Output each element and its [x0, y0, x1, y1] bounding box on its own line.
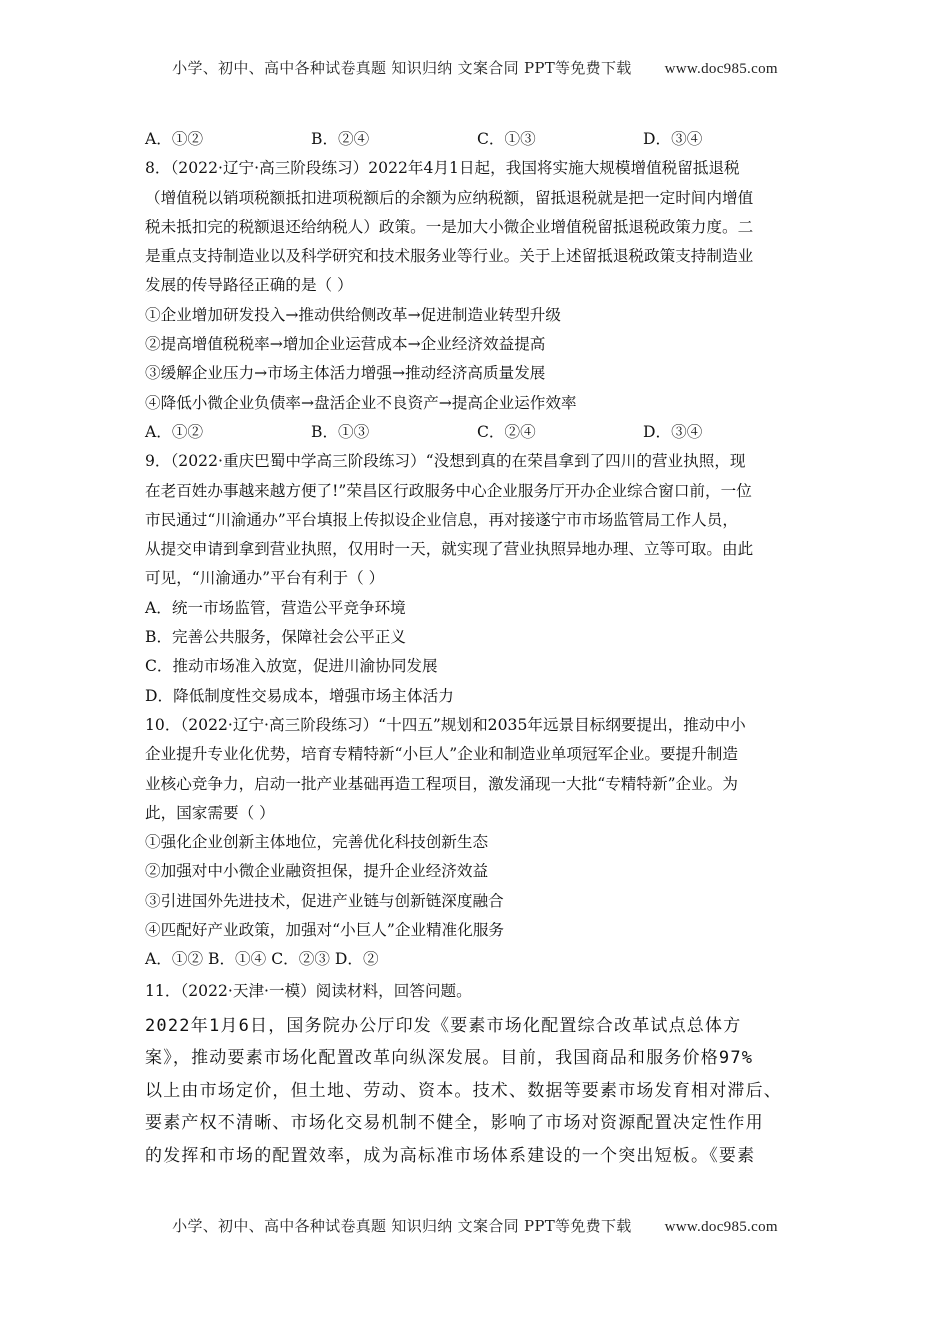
q11-material-line: 的发挥和市场的配置效率，成为高标准市场体系建设的一个突出短板。《要素 [145, 1145, 756, 1166]
q7-option-a[interactable]: A．①② [145, 130, 204, 148]
q11-material-line: 要素产权不清晰、市场化交易机制不健全，影响了市场对资源配置决定性作用 [145, 1113, 764, 1134]
q9-option-b[interactable]: B．完善公共服务，保障社会公平正义 [145, 628, 406, 647]
q8-option-c[interactable]: C．②④ [477, 422, 536, 441]
q10-item: ③引进国外先进技术，促进产业链与创新链深度融合 [145, 891, 504, 910]
q7-options [145, 125, 815, 154]
q8-stem-line: 发展的传导路径正确的是（ ） [145, 276, 353, 295]
q10-item: ④匹配好产业政策，加强对“小巨人”企业精准化服务 [145, 921, 505, 940]
q11-material-line: 案》，推动要素市场化配置改革向纵深发展。目前，我国商品和服务价格97% [145, 1048, 754, 1069]
q9-option-d[interactable]: D．降低制度性交易成本，增强市场主体活力 [145, 686, 454, 705]
q7-option-b[interactable]: B．②④ [311, 130, 370, 148]
q10-stem-line: 此，国家需要（ ） [145, 803, 275, 822]
question-10 [145, 711, 815, 975]
q11-title: 11．（2022·天津·一模）阅读材料，回答问题。 [145, 981, 472, 1000]
q10-item: ②加强对中小微企业融资担保，提升企业经济效益 [145, 862, 489, 881]
q8-stem-line: 税未抵扣完的税额退还给纳税人）政策。一是加大小微企业增值税留抵退税政策力度。二 [145, 217, 754, 236]
q10-stem-line: 企业提升专业化优势，培育专精特新“小巨人”企业和制造业单项冠军企业。要提升制造 [145, 745, 738, 764]
page-footer [0, 1215, 950, 1236]
question-8 [145, 154, 815, 447]
document-body [145, 125, 815, 1172]
question-11 [145, 977, 815, 1173]
q8-item: ②提高增值税税率→增加企业运营成本→企业经济效益提高 [145, 335, 546, 354]
q8-stem-line: （增值税以销项税额抵扣进项税额后的余额为应纳税额，留抵退税就是把一定时间内增值 [145, 188, 754, 207]
page-header [0, 57, 950, 78]
q8-stem-line: 8．（2022·辽宁·高三阶段练习）2022年4月1日起，我国将实施大规模增值税留抵退税 [145, 159, 740, 178]
q10-stem-line: 业核心竞争力，启动一批产业基础再造工程项目，激发涌现一大批“专精特新”企业。为 [145, 774, 738, 793]
q9-stem-line: 可见，“川渝通办”平台有利于（ ） [145, 569, 385, 588]
q9-option-c[interactable]: C．推动市场准入放宽，促进川渝协同发展 [145, 657, 438, 676]
question-9 [145, 447, 815, 711]
q8-options [145, 418, 815, 447]
header-text: 小学、初中、高中各种试卷真题 知识归纳 文案合同 PPT等免费下载 [172, 59, 632, 77]
q8-stem-line: 是重点支持制造业以及科学研究和技术服务业等行业。关于上述留抵退税政策支持制造业 [145, 247, 754, 266]
q11-material-line: 以上由市场定价，但土地、劳动、资本。技术、数据等要素市场发育相对滞后、 [145, 1080, 782, 1101]
q10-item: ①强化企业创新主体地位，完善优化科技创新生态 [145, 833, 489, 852]
q8-item: ③缓解企业压力→市场主体活力增强→推动经济高质量发展 [145, 364, 546, 383]
footer-text: 小学、初中、高中各种试卷真题 知识归纳 文案合同 PPT等免费下载 [172, 1217, 632, 1235]
q7-option-c[interactable]: C．①③ [477, 130, 536, 148]
q9-option-a[interactable]: A．统一市场监管，营造公平竞争环境 [145, 598, 406, 617]
q8-item: ①企业增加研发投入→推动供给侧改革→促进制造业转型升级 [145, 305, 561, 324]
q8-item: ④降低小微企业负债率→盘活企业不良资产→提高企业运作效率 [145, 393, 577, 412]
q9-stem-line: 9．（2022·重庆巴蜀中学高三阶段练习）“没想到真的在荣昌拿到了四川的营业执照，现 [145, 452, 746, 471]
q8-option-b[interactable]: B．①③ [311, 422, 370, 441]
q7-option-d[interactable]: D．③④ [643, 130, 703, 148]
header-site-link[interactable]: www.doc985.com [664, 61, 778, 77]
q11-material-line: 2022年1月6日，国务院办公厅印发《要素市场化配置综合改革试点总体方 [145, 1015, 742, 1036]
q10-options[interactable]: A．①② B．①④ C．②③ D．② [145, 950, 379, 969]
q8-option-d[interactable]: D．③④ [643, 422, 703, 441]
q8-option-a[interactable]: A．①② [145, 422, 204, 441]
q9-stem-line: 市民通过“川渝通办”平台填报上传拟设企业信息，再对接遂宁市市场监管局工作人员， [145, 510, 738, 529]
q9-stem-line: 在老百姓办事越来越方便了!”荣昌区行政服务中心企业服务厅开办企业综合窗口前，一位 [145, 481, 752, 500]
q9-stem-line: 从提交申请到拿到营业执照，仅用时一天，就实现了营业执照异地办理、立等可取。由此 [145, 540, 754, 559]
footer-site-link[interactable]: www.doc985.com [664, 1219, 778, 1235]
q10-stem-line: 10．（2022·辽宁·高三阶段练习）“十四五”规划和2035年远景目标纲要提出，推动中小 [145, 715, 746, 734]
